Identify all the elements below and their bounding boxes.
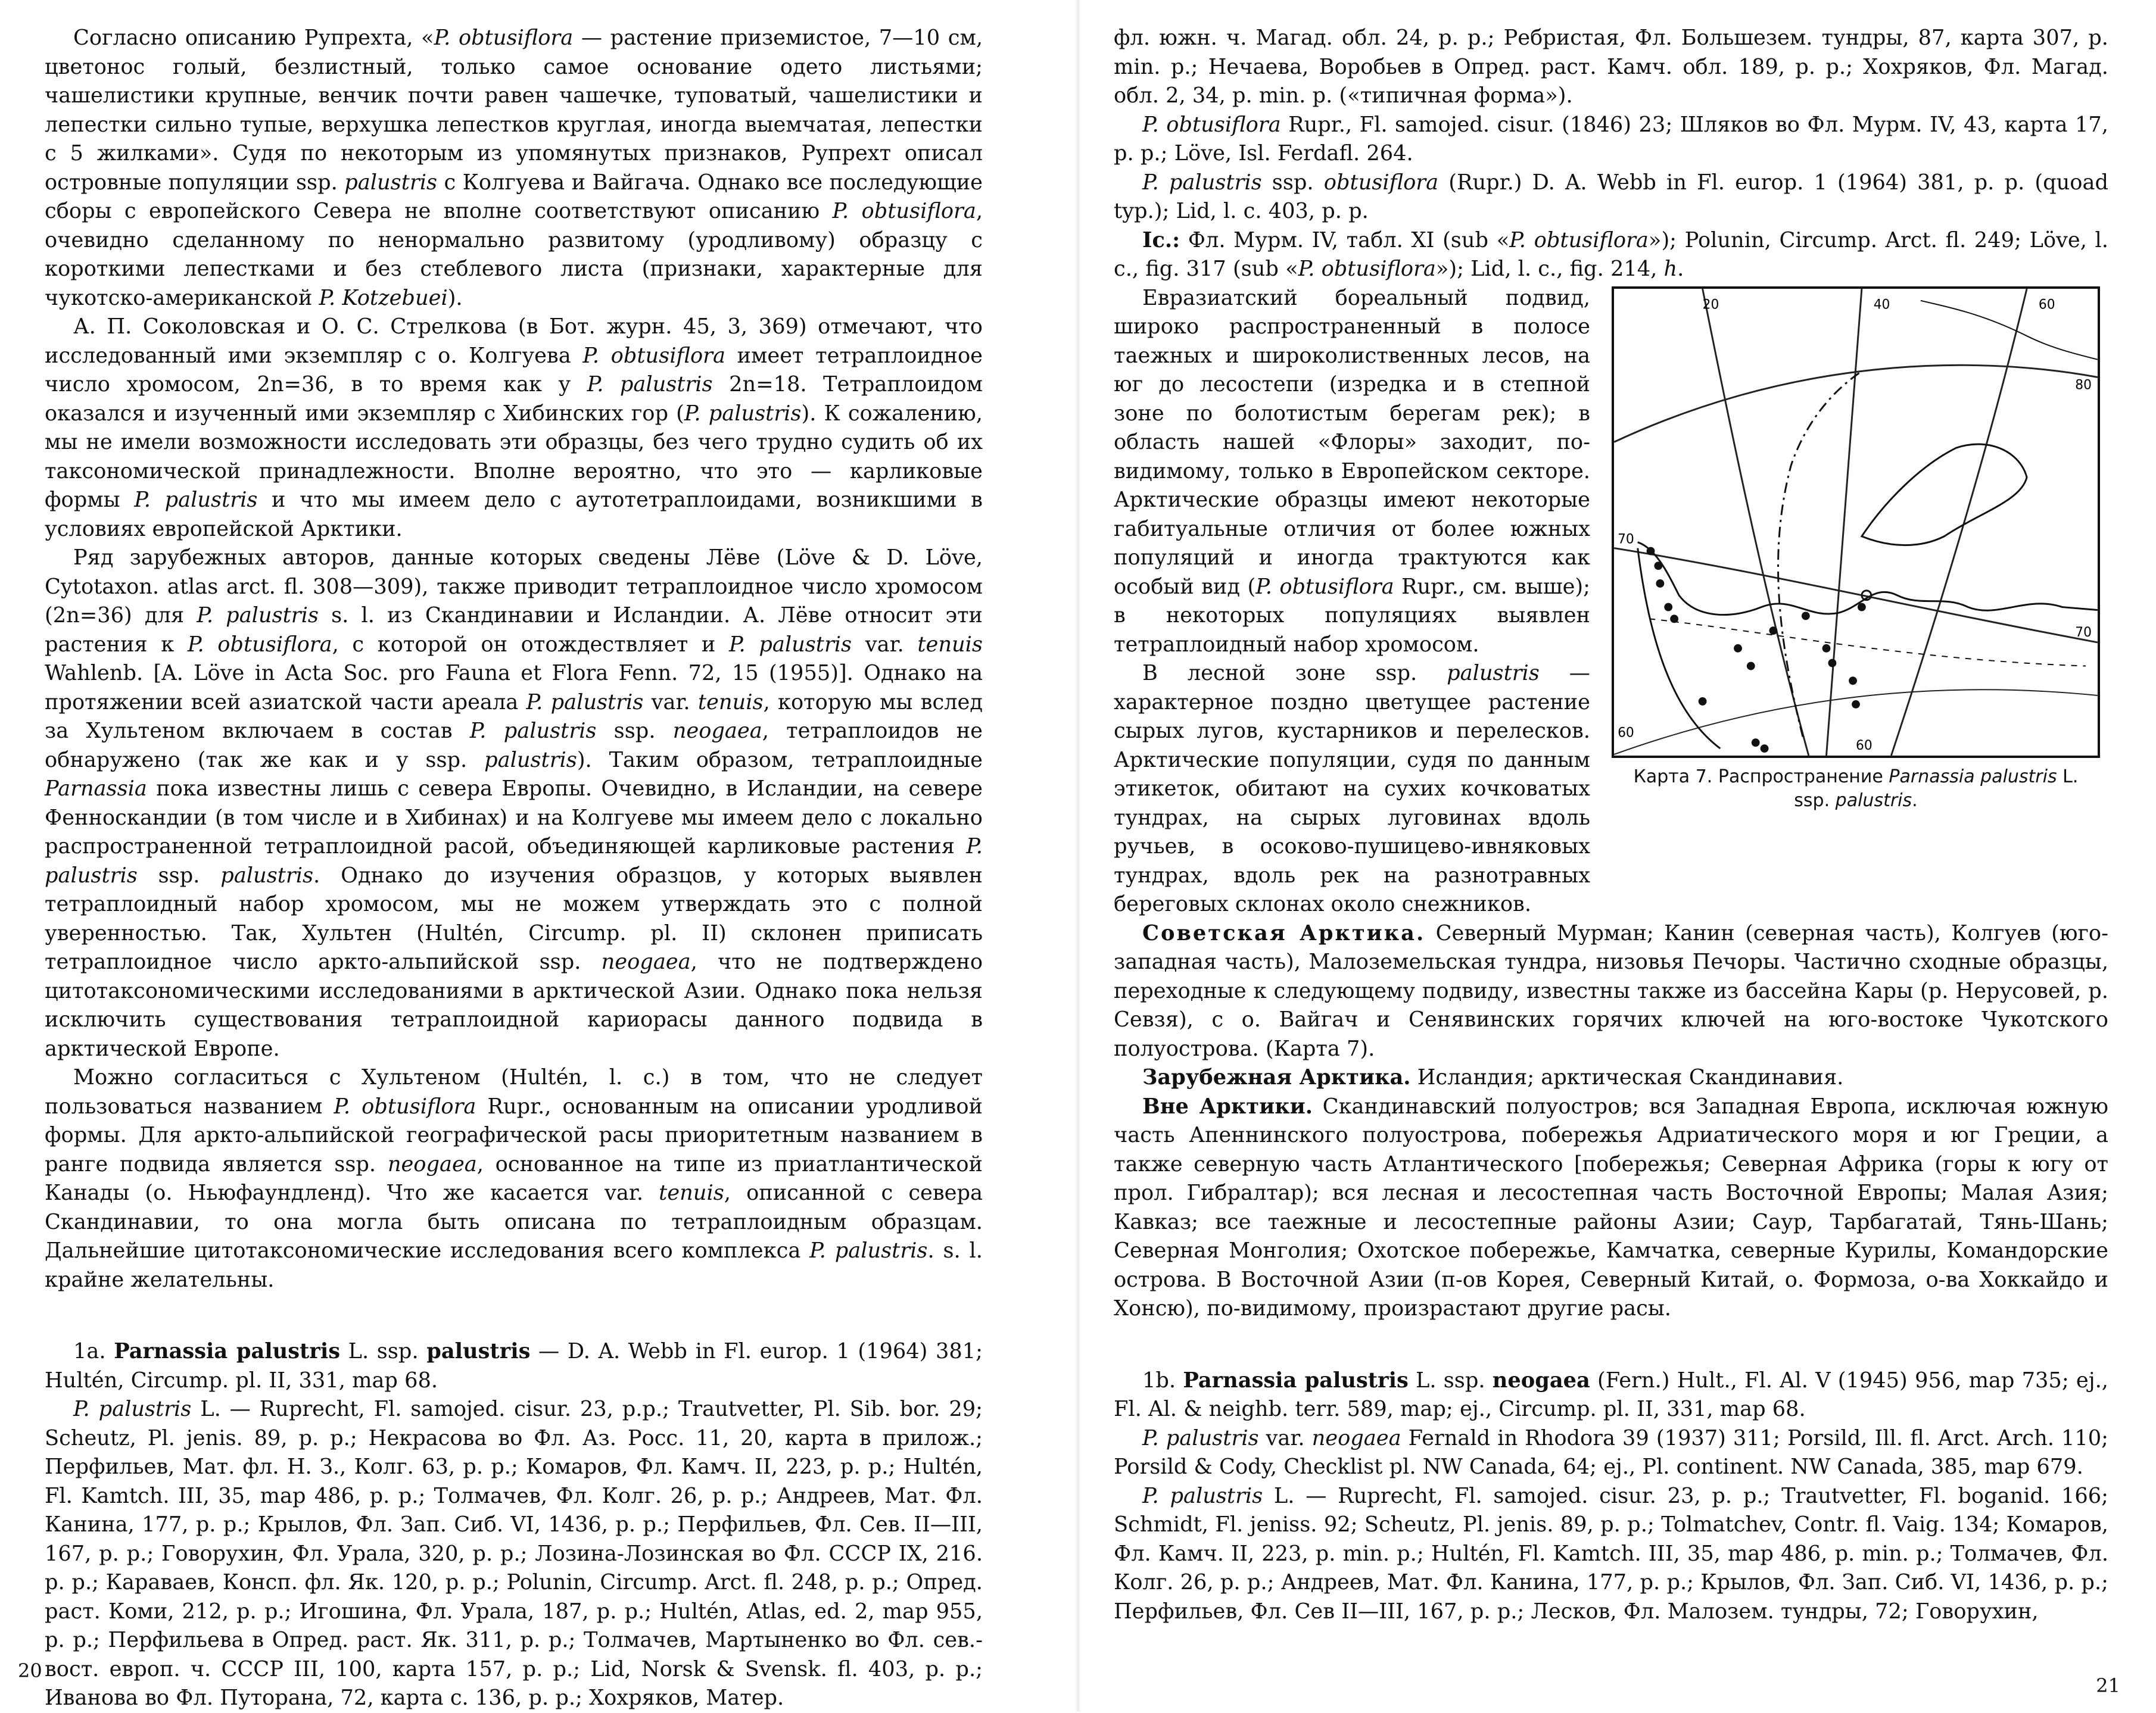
coastline-svalbard bbox=[1921, 300, 2098, 359]
left-page bbox=[0, 0, 1078, 1712]
synonym-var-neogaea: P. palustris var. neogaea Fernald in Rhodora 39 (1937) 311; Porsild, Ill. fl. Arct. Arch. 110; Porsild & Cody, Checklist pl. NW Canada, 64; ej., Pl. continent. NW Canada, 385, map 679. bbox=[1114, 1425, 2108, 1479]
continued-citations: фл. южн. ч. Магад. обл. 24, p. p.; Ребристая, Фл. Большезем. тундры, 87, карта 307, p. min. p.; Нечаева, Воробьев в Опред. раст. Камч. обл. 189, p. p.; Хохряков, Фл. Магад. обл. 2, 34, p. min. p. («типичная форма»). bbox=[1114, 26, 2108, 108]
paragraph-ruprecht-description: Согласно описанию Рупрехта, «P. obtusiflora — растение приземистое, 7—10 см, цветонос голый, безлистный, только самое основание одето листьями; чашелистики крупные, венчик почти равен чашечке, туповатый, чашелистики и лепестки сильно тупые, верхушка лепестков круглая, иногда выемчатая, лепестки с 5 жилками». Судя по некоторым из упомянутых признаков, Рупрехт описал островные популяции ssp. palustris с Колгуева и Вайгача. Однако все последующие сборы с европейского Севера не вполне соответствуют описанию P. obtusiflora, очевидно сделанному по ненормально развитому (уродливому) образцу с короткими лепестками и без стеблевого листа (признаки, характерные для чукотско-американской P. Kotzebuei). bbox=[45, 26, 983, 310]
point bbox=[1849, 676, 1857, 685]
map-label-60-bottom: 60 bbox=[1856, 738, 1873, 753]
right-page bbox=[1078, 0, 2156, 1712]
soviet-arctic-paragraph: Советская Арктика. Северный Мурман; Канин (северная часть), Колгуев (юго-западная часть), Малоземельская тундра, низовья Печоры. Частично сходные образцы, переходные к следующему подвиду, известны также из бассейна Кары (р. Нерусовей, р. Севзя), с о. Вайгач и Сенявинских горячих ключей на юго-востоке Чукотского полуострова. (Карта 7). bbox=[1114, 921, 2108, 1061]
distribution-map-7 bbox=[1612, 286, 2100, 758]
left-text-column bbox=[45, 24, 983, 1713]
map-label-70-right: 70 bbox=[2075, 625, 2092, 640]
synonyms-1a: P. palustris L. — Ruprecht, Fl. samojed. cisur. 23, p.p.; Trautvetter, Pl. Sib. bor. 29; Scheutz, Pl. jenis. 89, p. p.; Некрасова во Фл. Аз. Росс. 11, 20, карта в прилож.; Перфильев, Мат. фл. Н. З., Колг. 63, p. p.; Комаров, Фл. Камч. II, 223, p. p.; Hultén, Fl. Kamtch. III, 35, map 486, p. p.; Толмачев, Фл. Колг. 26, p. p.; Андреев, Мат. Фл. Канина, 177, p. p.; Крылов, Фл. Зап. Сиб. VI, 1436, p. p.; Перфильев, Фл. Сев. II—III, 167, p. p.; Говорухин, Фл. Урала, 320, p. p.; Лозина-Лозинская во Фл. СССР IX, 216. p. p.; Караваев, Консп. фл. Як. 120, p. p.; Polunin, Circump. Arct. fl. 248, p. p.; Опред. раст. Коми, 212, p. p.; Игошина, Фл. Урала, 187, p. p.; Hultén, Atlas, ed. 2, map 955, p. p.; Перфильева в Опред. раст. Як. 311, p. p.; Толмачев, Мартыненко во Фл. сев.-вост. европ. ч. СССР III, 100, карта 157, p. p.; Lid, Norsk & Svensk. fl. 403, p. p.; Иванова во Фл. Путорана, 72, карта с. 136, p. p.; Хохряков, Матер. bbox=[45, 1397, 983, 1710]
synonym-obtusiflora: P. obtusiflora Rupr., Fl. samojed. cisur. (1846) 23; Шляков во Фл. Мурм. IV, 43, карта 17, p. p.; Löve, Isl. Ferdafl. 264. bbox=[1114, 112, 2108, 166]
point bbox=[1852, 700, 1860, 708]
page-number-right: 21 bbox=[2096, 1674, 2120, 1697]
map-label-20: 20 bbox=[1702, 297, 1719, 313]
point bbox=[1656, 579, 1664, 588]
icones-citations: Ic.: Фл. Мурм. IV, табл. XI (sub «P. obtusiflora»); Polunin, Circump. Arct. fl. 249; Löve, l. c., fig. 317 (sub «P. obtusiflora»); Lid, l. c., fig. 214, h. bbox=[1114, 227, 2108, 281]
coastline-novaya-zemlya bbox=[1862, 444, 2027, 545]
coastline-mainland bbox=[1638, 542, 2098, 614]
text-beside-map bbox=[1114, 284, 1590, 919]
point bbox=[1699, 697, 1707, 706]
meridian-20 bbox=[1703, 289, 1809, 756]
page-number-left: 20 bbox=[18, 1659, 42, 1682]
point bbox=[1769, 626, 1777, 635]
point bbox=[1858, 603, 1866, 611]
point bbox=[1664, 603, 1672, 611]
paragraph-chromosome-count: А. П. Соколовская и О. С. Стрелкова (в Бот. журн. 45, 3, 369) отмечают, что исследованный ими экземпляр с о. Колгуева P. obtusiflora имеет тетраплоидное число хромосом, 2n=36, в то время как у P. palustris 2n=18. Тетраплоидом оказался и изученный ими экземпляр с Хибинских гор (P. palustris). К сожалению, мы не имели возможности исследовать эти образцы, без чего трудно судить об их таксономической принадлежности. Вполне вероятно, что это — карликовые формы P. palustris и что мы имеем дело с аутотетраплоидами, возникшими в условиях европейской Арктики. bbox=[45, 314, 983, 541]
map-and-text-block bbox=[1114, 284, 2108, 919]
map-label-60: 60 bbox=[2038, 297, 2055, 313]
point bbox=[1647, 547, 1655, 555]
right-text-column bbox=[1114, 24, 2108, 1626]
synonyms-1b: P. palustris L. — Ruprecht, Fl. samojed. cisur. 23, p. p.; Trautvetter, Fl. boganid. 166; Schmidt, Fl. jeniss. 92; Scheutz, Pl. jenis. 89, p. p.; Tolmatchev, Contr. fl. Vaig. 134; Комаров, Фл. Камч. II, 223, p. min. p.; Hultén, Fl. Kamtch. III, 35, map 486, p. min. p.; Толмачев, Фл. Колг. 26, p. p.; Андреев, Мат. Фл. Канина, 177, p. p.; Крылов, Фл. Зап. Сиб. VI, 1436, p. p.; Перфильев, Фл. Сев II—III, 167, p. p.; Лесков, Фл. Малозем. тундры, 72; Говорухин, bbox=[1114, 1483, 2108, 1624]
point bbox=[1802, 611, 1810, 620]
map-label-80: 80 bbox=[2075, 377, 2092, 392]
point bbox=[1761, 744, 1769, 753]
foreign-arctic-paragraph: Зарубежная Арктика. Исландия; арктическая Скандинавия. bbox=[1142, 1065, 1844, 1090]
habitat-paragraph: В лесной зоне ssp. palustris — характерное поздно цветущее растение сырых лугов, кустарников и перелесков. Арктические популяции, судя по данным этикеток, обитают на сухих кочковатых тундрах, на сырых луговинах вдоль ручьев, в осоково-пушицево-ивняковых тундрах, вдоль рек на разнотравных береговых склонах около снежников. bbox=[1114, 661, 1590, 916]
map-label-60-left: 60 bbox=[1618, 725, 1634, 740]
parallel-70 bbox=[1614, 548, 2098, 642]
synonym-palustris-obtusiflora: P. palustris ssp. obtusiflora (Rupr.) D. A. Webb in Fl. europ. 1 (1964) 381, p. p. (quoad typ.); Lid, l. c. 403, p. p. bbox=[1114, 170, 2108, 223]
paragraph-foreign-authors: Ряд зарубежных авторов, данные которых сведены Лёве (Löve & D. Löve, Cytotaxon. atlas arct. fl. 308—309), также приводит тетраплоидное число хромосом (2n=36) для P. palustris s. l. из Скандинавии и Исландии. А. Лёве относит эти растения к P. obtusiflora, с которой он отождествляет и P. palustris var. tenuis Wahlenb. [A. Löve in Acta Soc. pro Fauna et Flora Fenn. 72, 15 (1955)]. Однако на протяжении всей азиатской части ареала P. palustris var. tenuis, которую мы вслед за Хультеном включаем в состав P. palustris ssp. neogaea, тетраплоидов не обнаружено (так же как и у ssp. palustris). Таким образом, тетраплоидные Parnassia пока известны лишь с севера Европы. Очевидно, в Исландии, на севере Фенноскандии (в том числе и в Хибинах) и на Колгуеве мы имеем дело с локально распространенной тетраплоидной расой, объединяющей карликовые растения P. palustris ssp. palustris. Однако до изучения образцов, у которых выявлен тетраплоидный набор хромосом, мы не можем утверждать это с полной уверенностью. Так, Хультен (Hultén, Circump. pl. II) склонен приписать тетраплоидное число аркто-альпийской ssp. neogaea, что не подтверждено цитотаксономическими исследованиями в арктической Азии. Однако пока нельзя исключить существования тетраплоидной кариорасы данного подвида в арктической Европе. bbox=[45, 545, 983, 1061]
coastline-west bbox=[1638, 548, 1721, 748]
range-paragraph: Евразиатский бореальный подвид, широко распространенный в полосе таежных и широколиственных лесов, на юг до лесостепи (изредка и в степной зоне по болотистым берегам рек); в область нашей «Флоры» заходит, по-видимому, только в Европейском секторе. Арктические образцы имеют некоторые габитуальные отличия от более южных популяций и иногда трактуются как особый вид (P. obtusiflora Rupr., см. выше); в некоторых популяциях выявлен тетраплоидный набор хромосом. bbox=[1114, 285, 1590, 657]
map-label-70-left: 70 bbox=[1618, 532, 1634, 547]
distribution-points bbox=[1647, 547, 1866, 752]
taxon-entry-1a: 1a. Parnassia palustris L. ssp. palustris — D. A. Webb in Fl. europ. 1 (1964) 381; Hultén, Circump. pl. II, 331, map 68. bbox=[45, 1339, 983, 1393]
point bbox=[1734, 644, 1742, 652]
point bbox=[1752, 738, 1760, 747]
point bbox=[1828, 659, 1836, 667]
point bbox=[1822, 644, 1831, 652]
treeline-dashed bbox=[1650, 619, 2086, 666]
paragraph-hulten-agreement: Можно согласиться с Хультеном (Hultén, l. c.) в том, что не следует пользоваться названием P. obtusiflora Rupr., основанным на описании уродливой формы. Для аркто-альпийской географической расы приоритетным названием в ранге подвида является ssp. neogaea, основанное на типе из приатлантической Канады (о. Ньюфаундленд). Что же касается var. tenuis, описанной с севера Скандинавии, то она могла быть описана по тетраплоидным образцам. Дальнейшие цитотаксономические исследования всего комплекса P. palustris. s. l. крайне желательны. bbox=[45, 1065, 983, 1292]
map-label-40: 40 bbox=[1873, 297, 1890, 313]
point bbox=[1654, 561, 1662, 570]
map-figure bbox=[1612, 284, 2100, 813]
meridian-40 bbox=[1827, 289, 1862, 756]
point bbox=[1747, 662, 1755, 670]
outside-arctic-paragraph: Вне Арктики. Скандинавский полуостров; вся Западная Европа, исключая южную часть Апеннинского полуострова, побережья Адриатического моря и юг Греции, а также северную часть Атлантического [побережья; Северная Африка (горы к югу от прол. Гибралтар); вся лесная и лесостепная часть Восточной Европы; Малая Азия; Кавказ; все таежные и лесостепные районы Азии; Саур, Тарбагатай, Тянь-Шань; Северная Монголия; Охотское побережье, Камчатка, северные Курилы, Командорские острова. В Восточной Азии (п-ов Корея, Северный Китай, о. Формоза, о-ва Хоккайдо и Хонсю), по-видимому, произрастают другие расы. bbox=[1114, 1094, 2108, 1321]
taxon-entry-1b: 1b. Parnassia palustris L. ssp. neogaea (Fern.) Hult., Fl. Al. V (1945) 956, map 735; ej., Fl. Al. & neighb. terr. 589, map; ej., Circump. pl. II, 331, map 68. bbox=[1114, 1368, 2108, 1421]
map-caption: Карта 7. Распространение Parnassia palustris L. ssp. palustris. bbox=[1633, 766, 2079, 811]
point bbox=[1670, 614, 1678, 623]
meridian-60 bbox=[1891, 289, 2027, 756]
